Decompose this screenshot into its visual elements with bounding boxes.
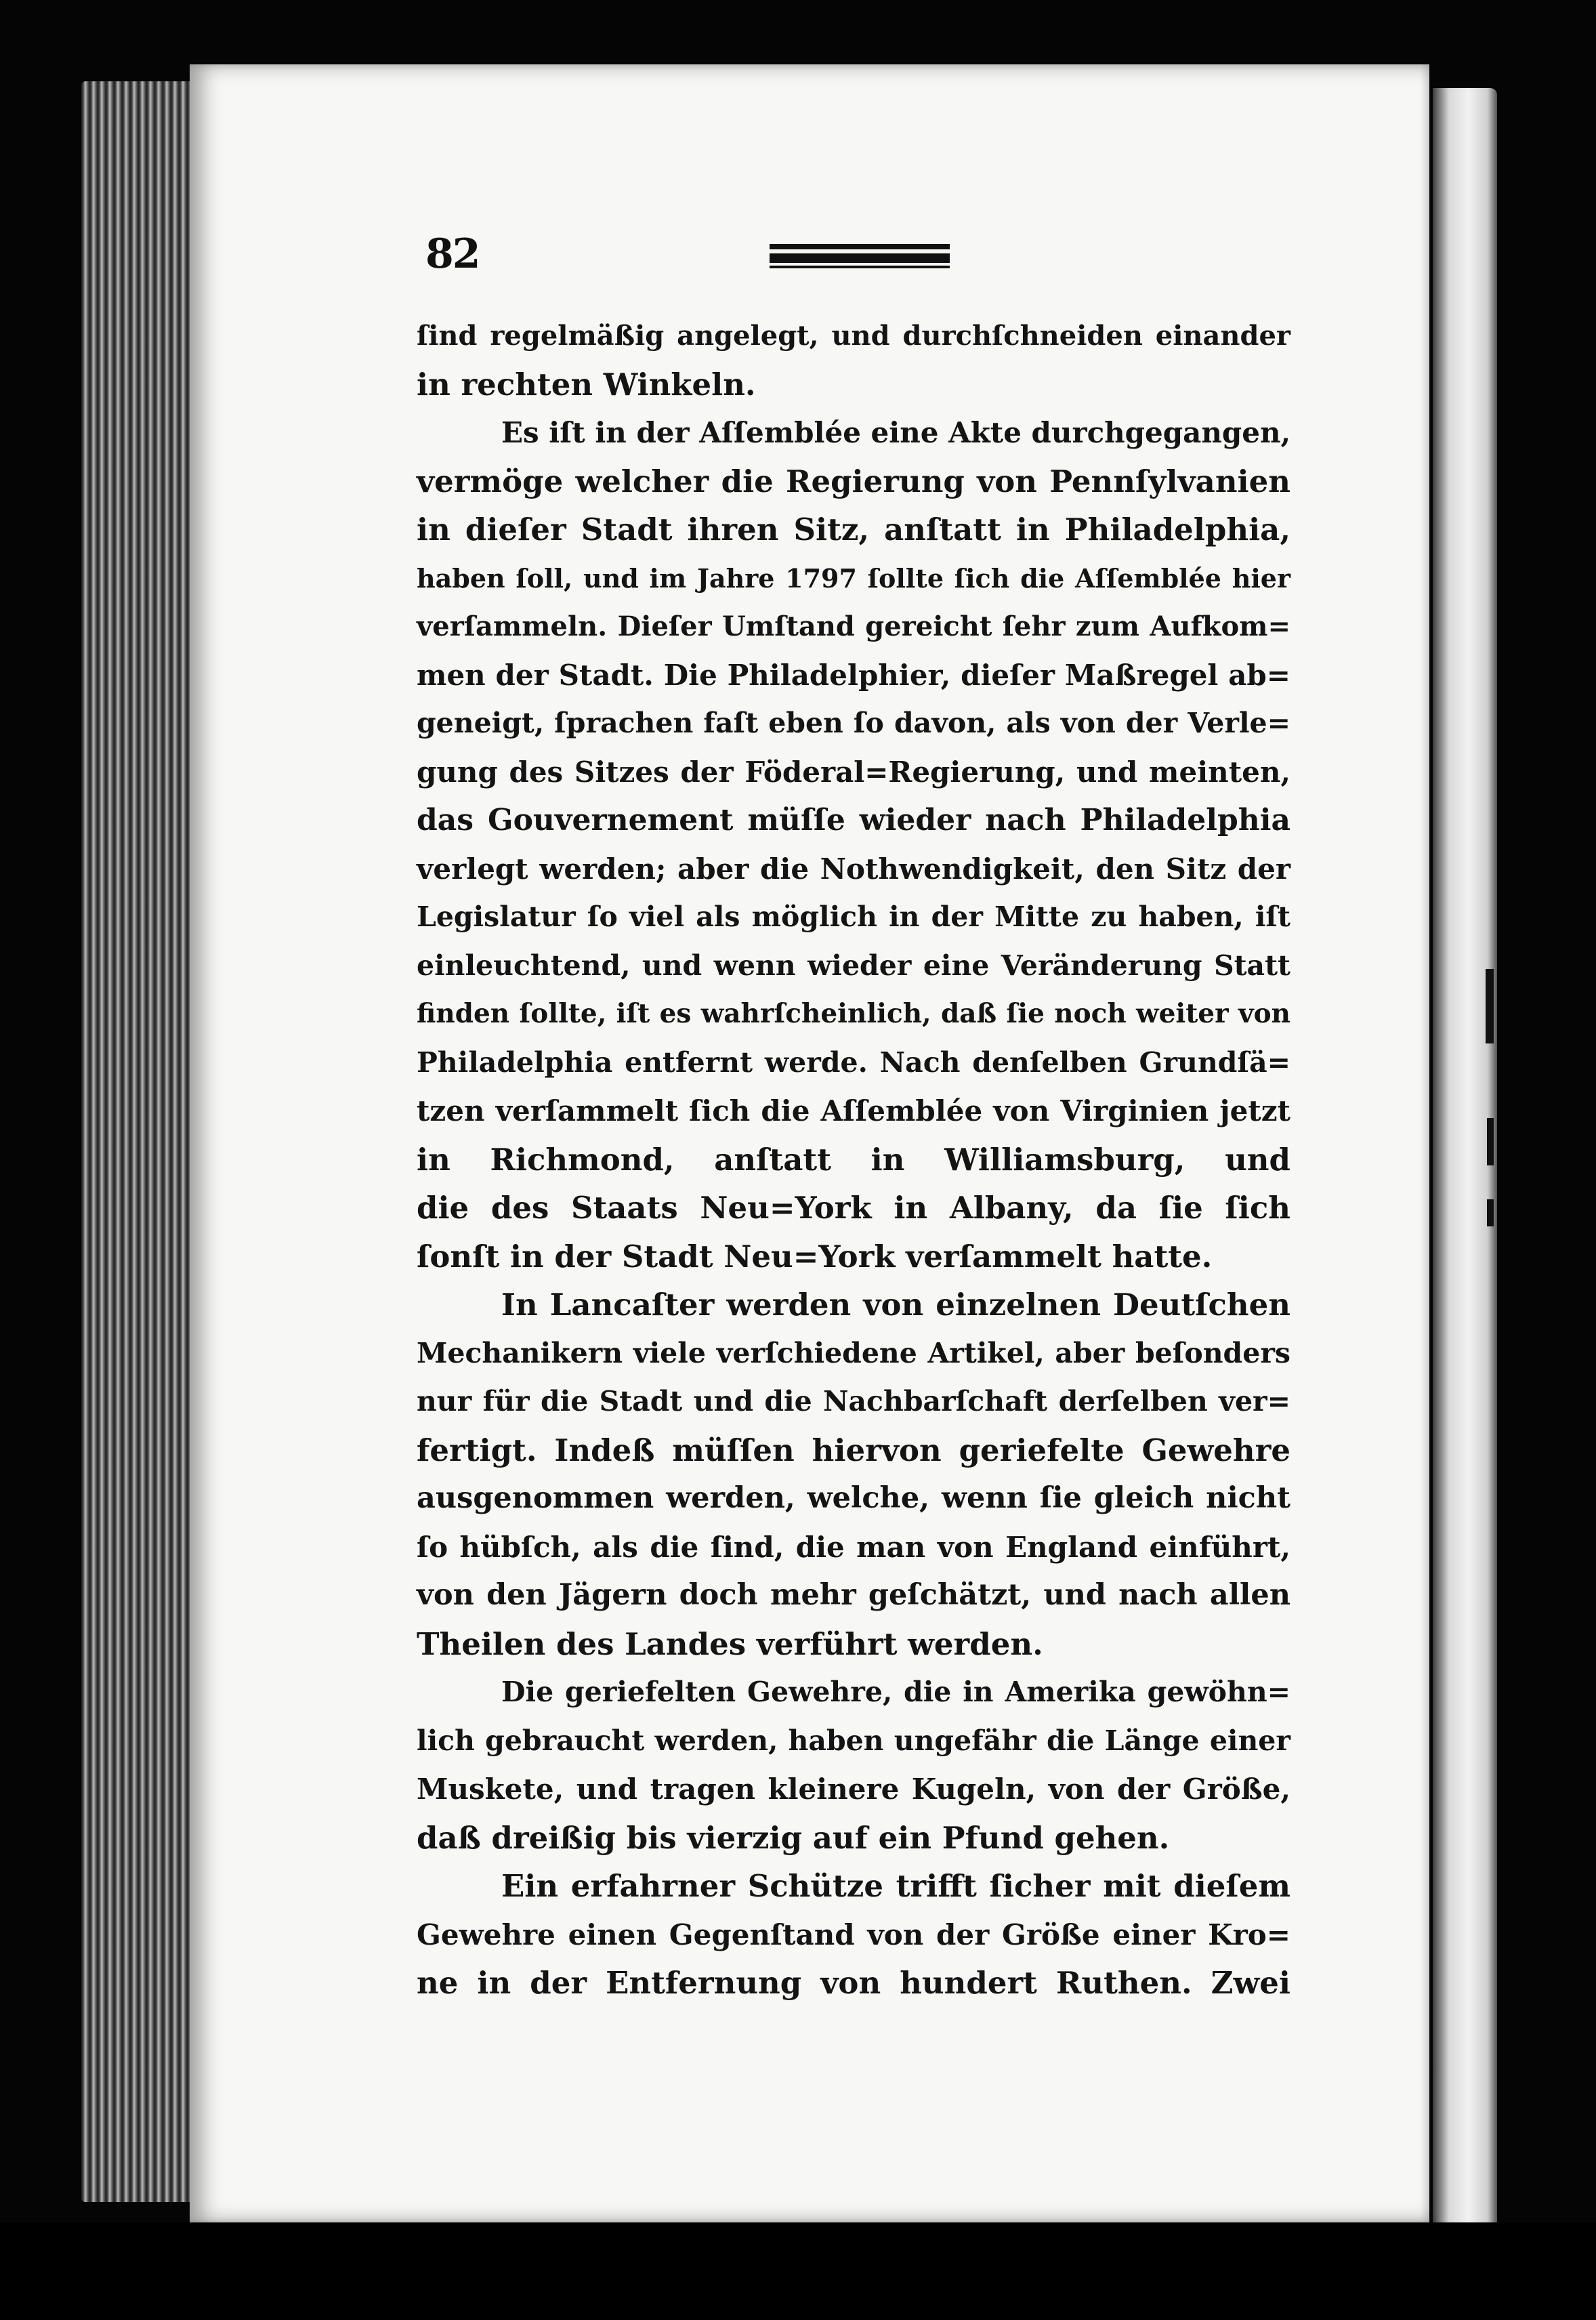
facing-page-mark (1487, 1118, 1494, 1165)
text-line: tzen verſammelt ſich die Aſſemblée von Virginien jetzt (417, 1094, 1290, 1127)
text-line: das Gouvernement müſſe wieder nach Philadelphia (417, 803, 1290, 837)
text-line: Ein erfahrner Schütze trifft ſicher mit dieſem (501, 1868, 1290, 1904)
text-line: in dieſer Stadt ihren Sitz, anſtatt in Philadelphia, (417, 512, 1290, 547)
text-line: nur für die Stadt und die Nachbarſchaft derſelben ver= (417, 1385, 1290, 1417)
text-line: Legislatur ſo viel als möglich in der Mitte zu haben, iſt (417, 900, 1290, 933)
text-line: ſonſt in der Stadt Neu=York verſammelt hatte. (417, 1238, 1213, 1275)
scan-bottom-border (0, 2222, 1596, 2320)
facing-page-mark (1486, 969, 1494, 1043)
text-line: In Lancaſter werden von einzelnen Deutſchen (501, 1287, 1290, 1323)
facing-page-strip (1433, 88, 1497, 2229)
text-line: daß dreißig bis vierzig auf ein Pfund gehen. (417, 1819, 1170, 1856)
text-line: Gewehre einen Gegenſtand von der Größe einer Kro= (417, 1918, 1290, 1951)
book-page-edges (81, 81, 196, 2202)
text-line: von den Jägern doch mehr geſchätzt, und nach allen (417, 1578, 1290, 1612)
text-line: verſammeln. Dieſer Umſtand gereicht ſehr zum Aufkom= (417, 610, 1290, 642)
text-line: in rechten Winkeln. (417, 366, 756, 402)
text-line: Philadelphia entfernt werde. Nach denſelben Grundſä= (417, 1045, 1290, 1079)
facing-page-mark (1487, 1199, 1494, 1226)
text-line: in Richmond, anſtatt in Williamsburg, und (417, 1141, 1290, 1178)
text-line: ausgenommen werden, welche, wenn ſie gleich nicht (417, 1481, 1290, 1515)
text-line: gung des Sitzes der Föderal=Regierung, und meinten, (417, 755, 1290, 789)
header-rule (770, 244, 950, 268)
text-line: einleuchtend, und wenn wieder eine Veränderung Statt (417, 949, 1290, 982)
text-line: finden ſollte, iſt es wahrſcheinlich, daß ſie noch weiter von (417, 998, 1290, 1029)
text-line: fertigt. Indeß müſſen hiervon geriefelte Gewehre (417, 1432, 1290, 1468)
text-line: vermöge welcher die Regierung von Pennſylvanien (417, 463, 1290, 499)
text-line: ſo hübſch, als die ſind, die man von England einführt, (417, 1530, 1290, 1564)
text-line: verlegt werden; aber die Nothwendigkeit, den Sitz der (417, 852, 1290, 886)
text-line: ne in der Entfernung von hundert Ruthen. Zwei (417, 1965, 1290, 2001)
text-line: Es iſt in der Aſſemblée eine Akte durchgegangen, (501, 416, 1291, 449)
text-line: Theilen des Landes verführt werden. (417, 1625, 1043, 1662)
text-line: geneigt, ſprachen faſt eben ſo davon, als von der Verle= (417, 707, 1290, 739)
text-line: haben ſoll, und im Jahre 1797 ſollte ſich die Aſſemblée hier (417, 562, 1290, 594)
text-line: die des Staats Neu=York in Albany, da ſie ſich (417, 1190, 1290, 1226)
text-line: lich gebraucht werden, haben ungefähr die Länge einer (417, 1724, 1290, 1757)
page-number: 82 (425, 230, 480, 278)
text-line: Muskete, und tragen kleinere Kugeln, von der Größe, (417, 1773, 1290, 1806)
body-text (417, 312, 1290, 2008)
text-line: ſind regelmäßig angelegt, und durchſchneiden einander (417, 320, 1290, 352)
text-line: Die geriefelten Gewehre, die in Amerika gewöhn= (501, 1676, 1290, 1708)
text-line: Mechanikern viele verſchiedene Artikel, aber beſonders (417, 1336, 1290, 1369)
text-line: men der Stadt. Die Philadelphier, dieſer Maßregel ab= (417, 658, 1290, 692)
